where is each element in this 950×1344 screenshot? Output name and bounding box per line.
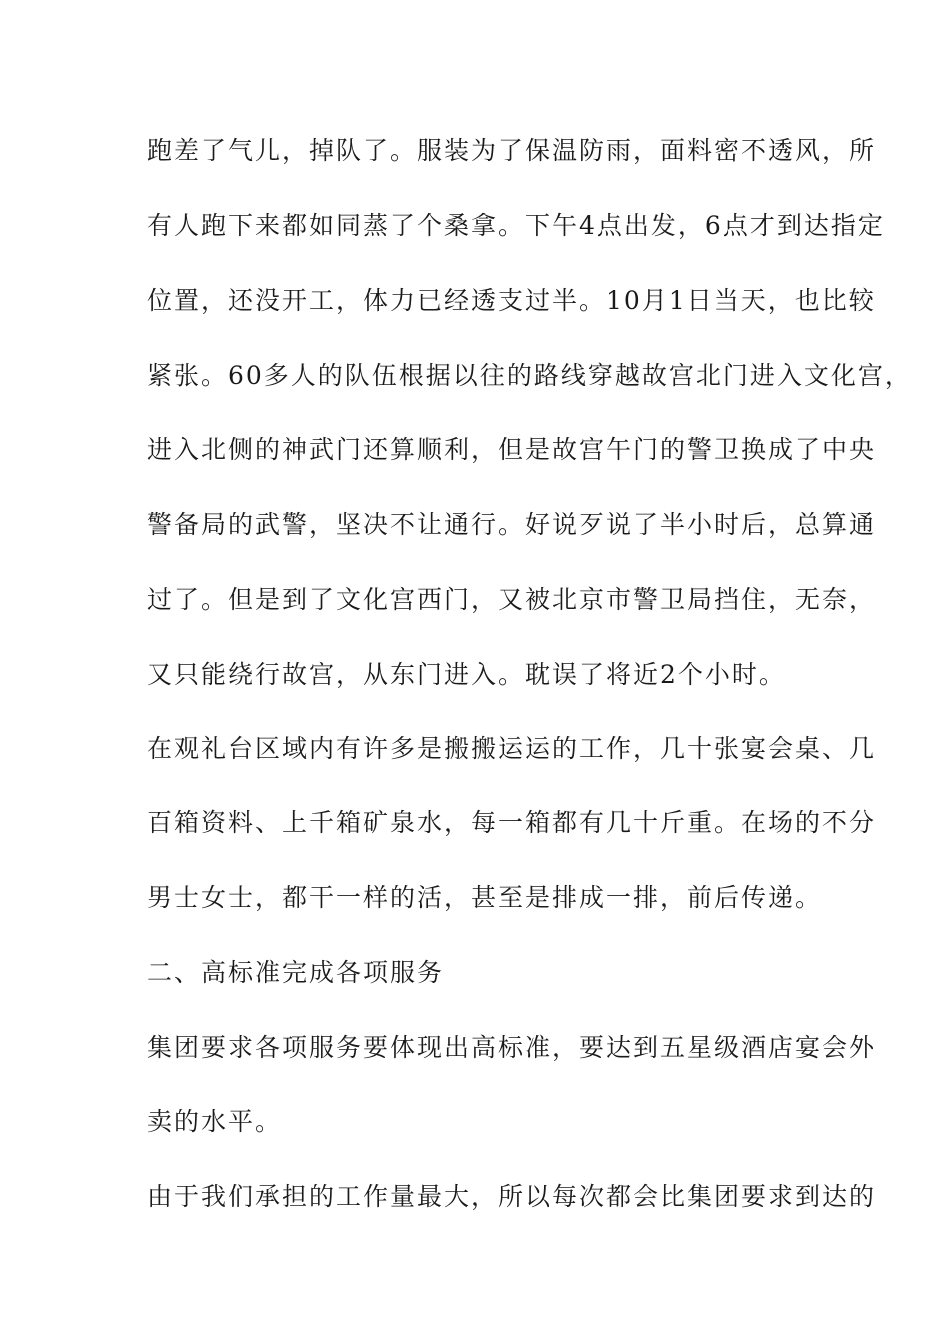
text-line: 跑差了气儿，掉队了。服装为了保温防雨，面料密不透风，所 xyxy=(147,136,877,165)
text-line: 男士女士，都干一样的活，甚至是排成一排，前后传递。 xyxy=(147,883,823,912)
text-line: 进入北侧的神武门还算顺利，但是故宫午门的警卫换成了中央 xyxy=(147,435,877,464)
text-line: 卖的水平。 xyxy=(147,1107,283,1136)
text-line: 百箱资料、上千箱矿泉水，每一箱都有几十斤重。在场的不分 xyxy=(147,808,877,837)
text-line: 警备局的武警，坚决不让通行。好说歹说了半小时后，总算通 xyxy=(147,510,877,539)
text-line: 位置，还没开工，体力已经透支过半。10月1日当天，也比较 xyxy=(147,286,876,315)
text-line: 过了。但是到了文化宫西门，又被北京市警卫局挡住，无奈， xyxy=(147,585,877,614)
paragraph-line: 在观礼台区域内有许多是搬搬运运的工作，几十张宴会桌、几 xyxy=(147,734,877,763)
section-heading: 二、高标准完成各项服务 xyxy=(147,958,445,987)
text-line: 有人跑下来都如同蒸了个桑拿。下午4点出发，6点才到达指定 xyxy=(147,211,885,240)
text-line: 紧张。60多人的队伍根据以往的路线穿越故宫北门进入文化宫， xyxy=(147,361,912,390)
text-line: 又只能绕行故宫，从东门进入。耽误了将近2个小时。 xyxy=(147,660,786,689)
paragraph-line: 由于我们承担的工作量最大，所以每次都会比集团要求到达的 xyxy=(147,1182,877,1211)
paragraph-line: 集团要求各项服务要体现出高标准，要达到五星级酒店宴会外 xyxy=(147,1033,877,1062)
